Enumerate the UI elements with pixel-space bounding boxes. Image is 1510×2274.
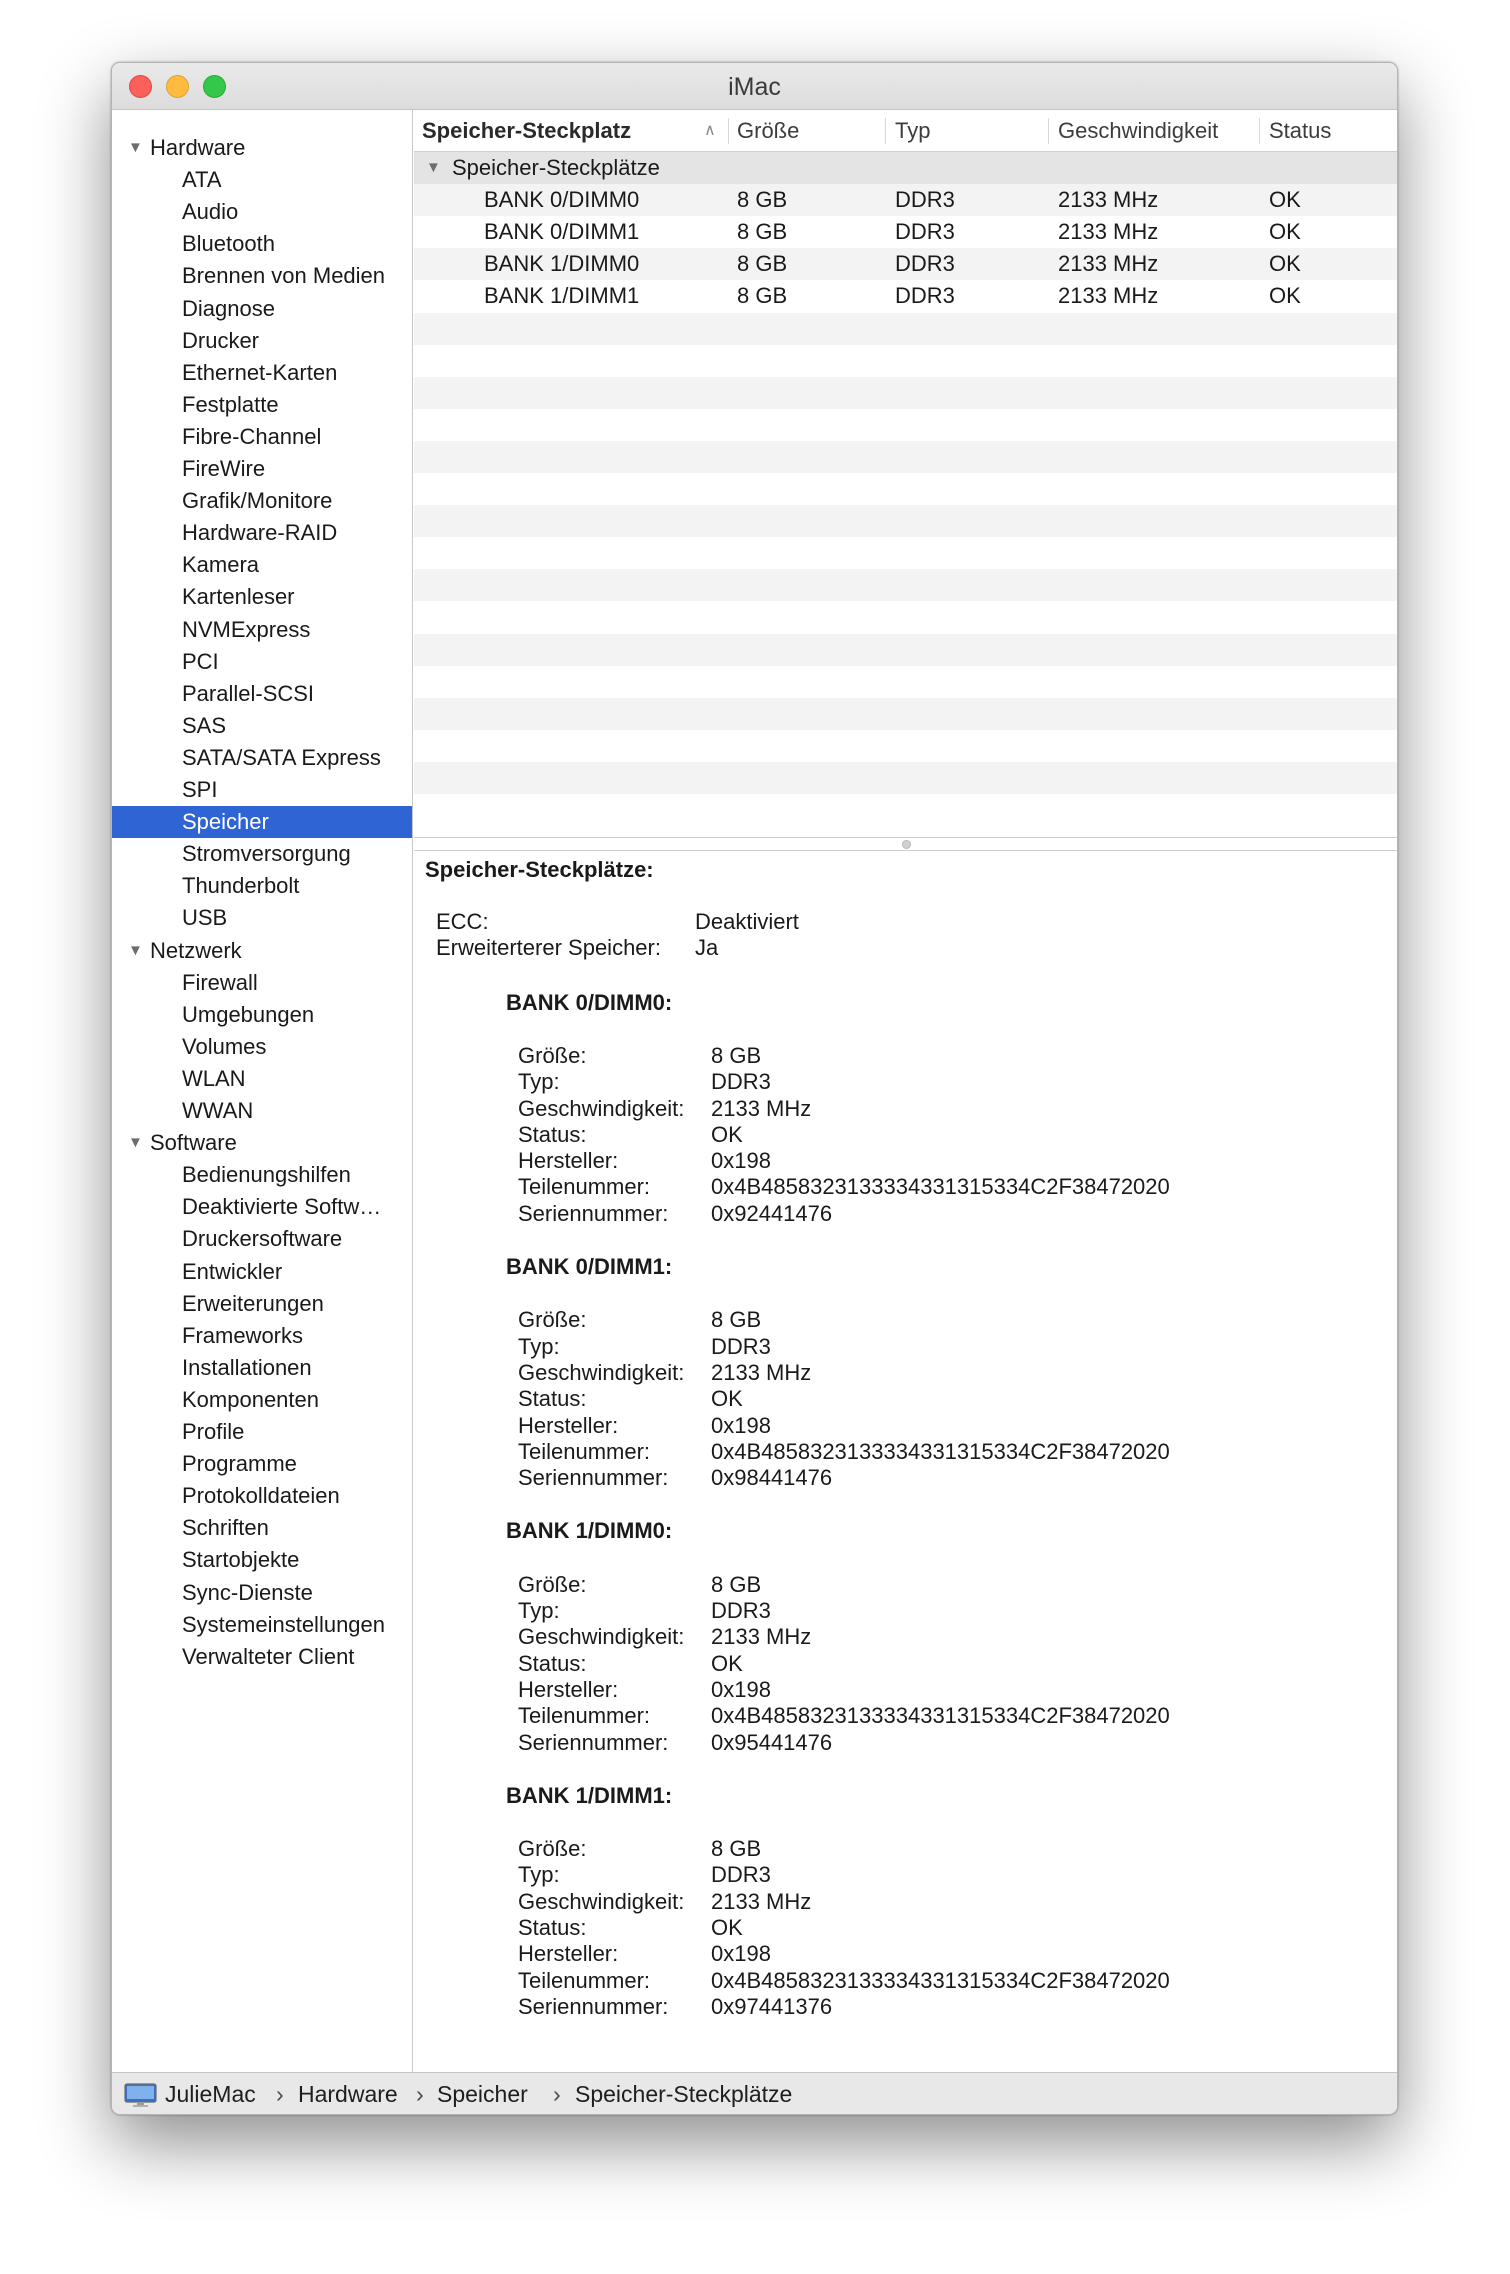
empty-table-row (414, 505, 1397, 537)
field-label: Typ: (518, 1598, 560, 1623)
path-crumb-speicher[interactable]: Speicher (437, 2081, 528, 2107)
field-label: Größe: (518, 1307, 587, 1333)
path-bar (112, 2072, 1397, 2114)
table-group-row[interactable] (414, 152, 1397, 184)
window-title: iMac (728, 73, 781, 101)
empty-table-row (414, 634, 1397, 666)
bank-title: BANK 1/DIMM0: (506, 1518, 673, 1544)
field-value: OK (711, 1386, 743, 1412)
summary-value: Ja (695, 935, 719, 961)
imac-icon (124, 2083, 157, 2107)
field-value: 2133 MHz (711, 1359, 812, 1385)
cell-speicher-steckplatz: BANK 1/DIMM1 (484, 283, 640, 309)
cell-speicher-steckplatz: BANK 0/DIMM0 (484, 187, 640, 213)
field-label: Hersteller: (518, 1941, 619, 1967)
sidebar-item-drucker[interactable]: Drucker (182, 327, 260, 353)
empty-table-row (414, 537, 1397, 569)
empty-table-row (414, 601, 1397, 633)
sidebar-item-sync-dienste[interactable]: Sync-Dienste (182, 1579, 313, 1605)
field-value: 8 GB (711, 1836, 762, 1862)
cell-typ: DDR3 (895, 283, 955, 309)
sidebar-item-volumes[interactable]: Volumes (182, 1033, 267, 1059)
field-value: 0x198 (711, 1412, 771, 1438)
field-label: Seriennummer: (518, 1993, 669, 2019)
field-value: OK (711, 1650, 743, 1676)
sidebar-item-festplatte[interactable]: Festplatte (182, 391, 279, 417)
column-header-geschwindigkeit[interactable]: Geschwindigkeit (1058, 118, 1219, 143)
field-label: Geschwindigkeit: (518, 1624, 685, 1650)
field-value: OK (711, 1915, 743, 1940)
cell-groesse: 8 GB (737, 283, 788, 309)
column-separator[interactable] (728, 118, 729, 144)
sidebar-item-fibre-channel[interactable]: Fibre-Channel (182, 423, 322, 449)
sidebar-item-brennen-von-medien[interactable]: Brennen von Medien (182, 263, 386, 289)
sidebar-item-speicher[interactable]: Speicher (112, 806, 412, 838)
field-value: 8 GB (711, 1042, 762, 1068)
cell-typ: DDR3 (895, 219, 955, 245)
cell-geschwindigkeit: 2133 MHz (1058, 219, 1159, 245)
cell-geschwindigkeit: 2133 MHz (1058, 187, 1159, 213)
bank-title: BANK 1/DIMM1: (506, 1782, 673, 1808)
field-label: Seriennummer: (518, 1729, 669, 1755)
field-label: Hersteller: (518, 1412, 619, 1438)
cell-status: OK (1269, 187, 1301, 213)
sidebar-item-bedienungshilfen[interactable]: Bedienungshilfen (182, 1162, 351, 1188)
summary-label: Erweiterterer Speicher: (436, 935, 661, 961)
field-label: Größe: (518, 1571, 587, 1597)
sidebar-item-entwickler[interactable]: Entwickler (182, 1258, 283, 1284)
column-header-typ[interactable]: Typ (895, 118, 931, 143)
sidebar-item-usb[interactable]: USB (182, 905, 228, 931)
field-label: Teilenummer: (518, 1703, 651, 1729)
sidebar-item-protokolldateien[interactable]: Protokolldateien (182, 1483, 340, 1509)
sidebar-item-firewire[interactable]: FireWire (182, 456, 266, 481)
sidebar-item-grafik-monitore[interactable]: Grafik/Monitore (182, 488, 333, 514)
sidebar-item-stromversorgung[interactable]: Stromversorgung (182, 841, 351, 867)
sidebar-item-kartenleser[interactable]: Kartenleser (182, 584, 295, 610)
field-value: 0x198 (711, 1941, 771, 1967)
field-label: Status: (518, 1915, 587, 1940)
table-group-label: Speicher-Steckplätze (452, 155, 660, 180)
table-header (414, 110, 1397, 152)
table-row[interactable] (414, 184, 1397, 216)
field-value: 2133 MHz (711, 1095, 812, 1121)
chevron-right-icon: › (553, 2081, 561, 2107)
sidebar-item-druckersoftware[interactable]: Druckersoftware (182, 1226, 343, 1252)
empty-table-row (414, 441, 1397, 473)
cell-status: OK (1269, 283, 1301, 309)
field-value: DDR3 (711, 1598, 771, 1623)
field-value: 0x4B4858323133334331315334C2F38472020 (711, 1967, 1170, 1993)
sidebar-item-sas[interactable]: SAS (182, 712, 227, 738)
path-crumb-speicher-steckplaetze[interactable]: Speicher-Steckplätze (575, 2081, 793, 2107)
field-label: Größe: (518, 1836, 587, 1862)
sidebar-item-spi[interactable]: SPI (182, 777, 218, 802)
system-information-window (111, 62, 1398, 2115)
empty-table-row (414, 666, 1397, 698)
sidebar-item-systemeinstellungen[interactable]: Systemeinstellungen (182, 1611, 386, 1637)
field-label: Hersteller: (518, 1676, 619, 1702)
bank-title: BANK 0/DIMM0: (506, 989, 673, 1015)
sidebar-group-label: Hardware (150, 135, 246, 160)
chevron-right-icon: › (416, 2081, 424, 2107)
field-label: Seriennummer: (518, 1465, 669, 1491)
empty-table-row (414, 473, 1397, 505)
field-value: 0x92441476 (711, 1200, 833, 1226)
field-label: Typ: (518, 1862, 560, 1888)
sidebar-item-frameworks[interactable]: Frameworks (182, 1322, 304, 1348)
field-label: Hersteller: (518, 1148, 619, 1174)
cell-speicher-steckplatz: BANK 0/DIMM1 (484, 219, 640, 245)
disclosure-triangle-icon[interactable]: ▼ (128, 139, 143, 156)
field-label: Seriennummer: (518, 1200, 669, 1226)
disclosure-triangle-icon[interactable]: ▼ (426, 159, 441, 176)
detail-pane (414, 851, 1397, 2073)
sidebar (112, 110, 413, 2073)
field-value: 2133 MHz (711, 1888, 812, 1914)
field-label: Status: (518, 1121, 587, 1147)
sidebar-group-software[interactable] (112, 1127, 412, 1159)
cell-typ: DDR3 (895, 187, 955, 213)
sidebar-item-ethernet-karten[interactable]: Ethernet-Karten (182, 359, 338, 385)
field-value: 8 GB (711, 1307, 762, 1333)
table-body (414, 152, 1397, 837)
field-value: DDR3 (711, 1862, 771, 1888)
sidebar-item-wwan[interactable]: WWAN (182, 1098, 254, 1123)
sidebar-item-sata-sata-express[interactable]: SATA/SATA Express (182, 744, 381, 770)
title-bar[interactable] (112, 63, 1397, 110)
sidebar-item-kamera[interactable]: Kamera (182, 552, 260, 578)
sidebar-item-startobjekte[interactable]: Startobjekte (182, 1547, 300, 1573)
column-header-speicher-steckplatz[interactable]: Speicher-Steckplatz (422, 118, 632, 143)
sidebar-item-hardware-raid[interactable]: Hardware-RAID (182, 520, 338, 546)
field-value: 0x4B4858323133334331315334C2F38472020 (711, 1703, 1170, 1729)
sidebar-item-audio[interactable]: Audio (182, 199, 239, 225)
field-value: OK (711, 1121, 743, 1147)
field-label: Status: (518, 1650, 587, 1676)
sidebar-group-netzwerk[interactable] (112, 935, 412, 967)
sidebar-item-firewall[interactable]: Firewall (182, 969, 258, 995)
bank-title: BANK 0/DIMM1: (506, 1254, 673, 1279)
sidebar-item-wlan[interactable]: WLAN (182, 1065, 246, 1091)
field-label: Geschwindigkeit: (518, 1888, 685, 1914)
field-value: 0x98441476 (711, 1465, 833, 1491)
empty-table-row (414, 762, 1397, 794)
sidebar-item-umgebungen[interactable]: Umgebungen (182, 1001, 315, 1027)
disclosure-triangle-icon[interactable]: ▼ (128, 1134, 143, 1152)
field-value: DDR3 (711, 1333, 771, 1359)
sidebar-item-profile[interactable]: Profile (182, 1419, 245, 1444)
cell-geschwindigkeit: 2133 MHz (1058, 251, 1159, 277)
column-header-groesse[interactable]: Größe (737, 118, 800, 143)
sidebar-group-label: Netzwerk (150, 937, 242, 963)
field-value: 0x4B4858323133334331315334C2F38472020 (711, 1438, 1170, 1464)
sidebar-group-label: Software (150, 1130, 237, 1156)
cell-groesse: 8 GB (737, 187, 788, 213)
sidebar-item-thunderbolt[interactable]: Thunderbolt (182, 873, 300, 899)
empty-table-row (414, 730, 1397, 762)
field-value: 0x4B4858323133334331315334C2F38472020 (711, 1174, 1170, 1200)
field-label: Teilenummer: (518, 1438, 651, 1464)
split-view-divider[interactable] (414, 837, 1397, 851)
sidebar-item-schriften[interactable]: Schriften (182, 1515, 269, 1541)
summary-label: ECC: (436, 909, 489, 934)
empty-table-row (414, 794, 1397, 826)
sidebar-item-diagnose[interactable]: Diagnose (182, 295, 275, 321)
field-value: 2133 MHz (711, 1624, 812, 1650)
path-crumb-juliemac[interactable]: JulieMac (165, 2081, 256, 2107)
table-row[interactable] (414, 248, 1397, 280)
path-crumb-hardware[interactable]: Hardware (298, 2081, 398, 2107)
empty-table-row (414, 345, 1397, 377)
disclosure-triangle-icon[interactable]: ▼ (128, 941, 143, 959)
field-value: 0x97441376 (711, 1993, 833, 2019)
sidebar-item-verwalteter-client[interactable]: Verwalteter Client (182, 1643, 355, 1669)
sidebar-item-nvmexpress[interactable]: NVMExpress (182, 616, 311, 642)
field-label: Teilenummer: (518, 1967, 651, 1993)
field-value: 0x198 (711, 1676, 771, 1702)
chevron-right-icon: › (276, 2081, 284, 2107)
cell-groesse: 8 GB (737, 219, 788, 245)
memory-slot-table (414, 110, 1397, 837)
field-label: Typ: (518, 1069, 560, 1095)
field-label: Status: (518, 1386, 587, 1412)
sidebar-item-ata[interactable]: ATA (182, 167, 222, 193)
cell-geschwindigkeit: 2133 MHz (1058, 283, 1159, 309)
empty-table-row (414, 569, 1397, 601)
sidebar-item-pci[interactable]: PCI (182, 648, 219, 674)
empty-table-row (414, 377, 1397, 409)
sidebar-item-komponenten[interactable]: Komponenten (182, 1386, 319, 1412)
column-header-status[interactable]: Status (1269, 118, 1332, 143)
sidebar-group-hardware[interactable] (112, 132, 412, 164)
field-label: Teilenummer: (518, 1174, 651, 1200)
sidebar-item-parallel-scsi[interactable]: Parallel-SCSI (182, 680, 315, 706)
sidebar-item-programme[interactable]: Programme (182, 1451, 297, 1477)
field-value: 8 GB (711, 1571, 762, 1597)
sidebar-item-erweiterungen[interactable]: Erweiterungen (182, 1290, 324, 1316)
divider-handle-icon[interactable] (902, 840, 911, 849)
table-row[interactable] (414, 280, 1397, 312)
empty-table-row (414, 409, 1397, 441)
sidebar-item-installationen[interactable]: Installationen (182, 1354, 312, 1380)
detail-title: Speicher-Steckplätze: (425, 857, 654, 882)
field-value: 0x95441476 (711, 1729, 833, 1755)
field-value: 0x198 (711, 1148, 771, 1174)
summary-value: Deaktiviert (695, 909, 799, 934)
field-label: Typ: (518, 1333, 560, 1359)
empty-table-row (414, 313, 1397, 345)
cell-status: OK (1269, 251, 1301, 277)
field-value: DDR3 (711, 1069, 771, 1095)
field-label: Größe: (518, 1042, 587, 1068)
column-separator[interactable] (1048, 118, 1049, 144)
field-label: Geschwindigkeit: (518, 1359, 685, 1385)
column-separator[interactable] (885, 118, 886, 144)
cell-groesse: 8 GB (737, 251, 788, 277)
cell-typ: DDR3 (895, 251, 955, 277)
cell-status: OK (1269, 219, 1301, 245)
empty-table-row (414, 698, 1397, 730)
sidebar-item-deaktivierte-softw[interactable]: Deaktivierte Softw… (182, 1194, 382, 1220)
column-separator[interactable] (1259, 118, 1260, 144)
table-row[interactable] (414, 216, 1397, 248)
cell-speicher-steckplatz: BANK 1/DIMM0 (484, 251, 640, 277)
sort-ascending-icon[interactable]: ∧ (704, 122, 716, 139)
field-label: Geschwindigkeit: (518, 1095, 685, 1121)
sidebar-item-bluetooth[interactable]: Bluetooth (182, 231, 275, 257)
